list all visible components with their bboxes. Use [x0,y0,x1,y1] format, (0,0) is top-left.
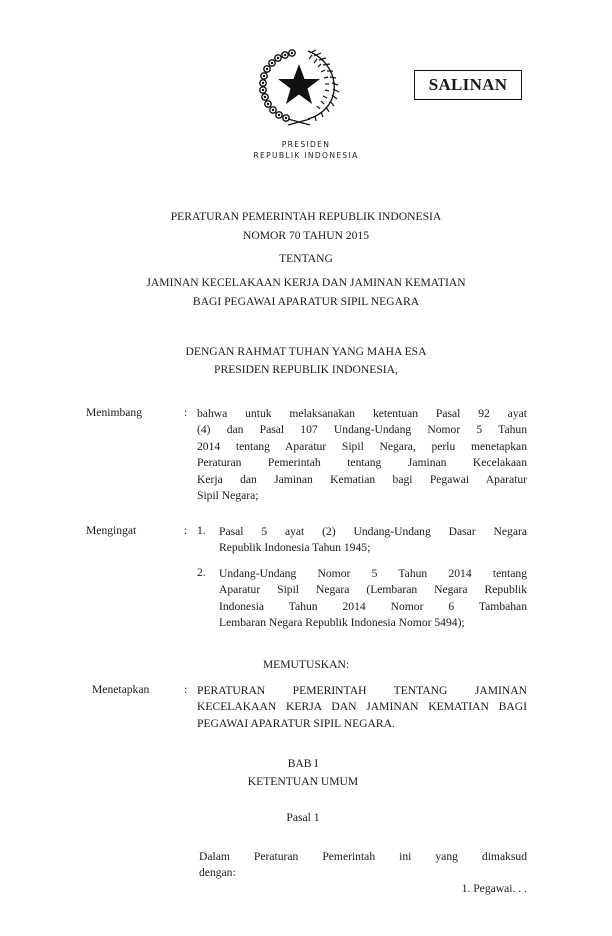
mengingat-item-2 [219,566,527,632]
bab-title: KETENTUAN UMUM [247,775,359,788]
pasal-line: dengan: [199,866,236,880]
menetapkan-text [197,683,527,732]
tentang-heading: TENTANG [279,252,333,265]
menimbang-label: Menimbang [86,406,143,419]
menimbang-text [197,406,527,504]
presidential-emblem-icon [258,47,340,127]
mengingat-colon: : [184,524,188,537]
preamble-line2: PRESIDEN REPUBLIK INDONESIA, [214,363,398,376]
mengingat-line: Indonesia Tahun 2014 Nomor 6 Tambahan [219,599,527,613]
issuer-line-republik: REPUBLIK INDONESIA [253,151,359,160]
menetapkan-line: KECELAKAAN KERJA DAN JAMINAN KEMATIAN BAGI [197,700,527,714]
salinan-stamp: SALINAN [414,70,522,100]
mengingat-line: Aparatur Sipil Negara (Lembaran Negara Republik [219,583,527,597]
menimbang-line: (4) dan Pasal 107 Undang-Undang Nomor 5 Tahun [197,423,527,437]
mengingat-line: Republik Indonesia Tahun 1945; [219,541,371,555]
regulation-title: PERATURAN PEMERINTAH REPUBLIK INDONESIA [170,210,442,223]
issuer-line-presiden: PRESIDEN [281,140,331,149]
memutuskan-heading: MEMUTUSKAN: [262,658,350,671]
preamble-line1: DENGAN RAHMAT TUHAN YANG MAHA ESA [185,345,427,358]
menimbang-line: bahwa untuk melaksanakan ketentuan Pasal 92 ayat [197,407,527,420]
menimbang-line: Kerja dan Jaminan Kematian bagi Pegawai Aparatur [197,472,527,486]
mengingat-item-number: 1. [197,524,206,537]
mengingat-label: Mengingat [86,524,137,537]
mengingat-item-number: 2. [197,566,206,579]
regulation-subject-line2: BAGI PEGAWAI APARATUR SIPIL NEGARA [192,295,420,308]
bab-number: BAB I [287,757,319,770]
pasal-text [199,849,527,882]
menetapkan-colon: : [184,683,188,696]
menimbang-colon: : [184,406,188,419]
pasal-line: Dalam Peraturan Pemerintah ini yang dimaksud [199,850,527,863]
menetapkan-line: PERATURAN PEMERINTAH TENTANG JAMINAN [197,684,527,697]
mengingat-item-1 [219,524,527,557]
menimbang-line: 2014 tentang Aparatur Sipil Negara, perlu menetapkan [197,439,527,453]
menimbang-line: Peraturan Pemerintah tentang Jaminan Kecelakaan [197,456,527,470]
pasal-title: Pasal 1 [286,811,320,824]
regulation-number: NOMOR 70 TAHUN 2015 [242,229,370,242]
menimbang-line: Sipil Negara; [197,489,259,503]
page-continuation: 1. Pegawai. . . [461,882,527,895]
mengingat-line: Lembaran Negara Republik Indonesia Nomor 5494); [219,616,465,630]
regulation-subject-line1: JAMINAN KECELAKAAN KERJA DAN JAMINAN KEMATIAN [146,276,466,289]
menetapkan-label: Menetapkan [92,683,150,696]
menetapkan-line: PEGAWAI APARATUR SIPIL NEGARA. [197,716,395,730]
mengingat-line: Pasal 5 ayat (2) Undang-Undang Dasar Negara [219,525,527,538]
mengingat-line: Undang-Undang Nomor 5 Tahun 2014 tentang [219,567,527,580]
